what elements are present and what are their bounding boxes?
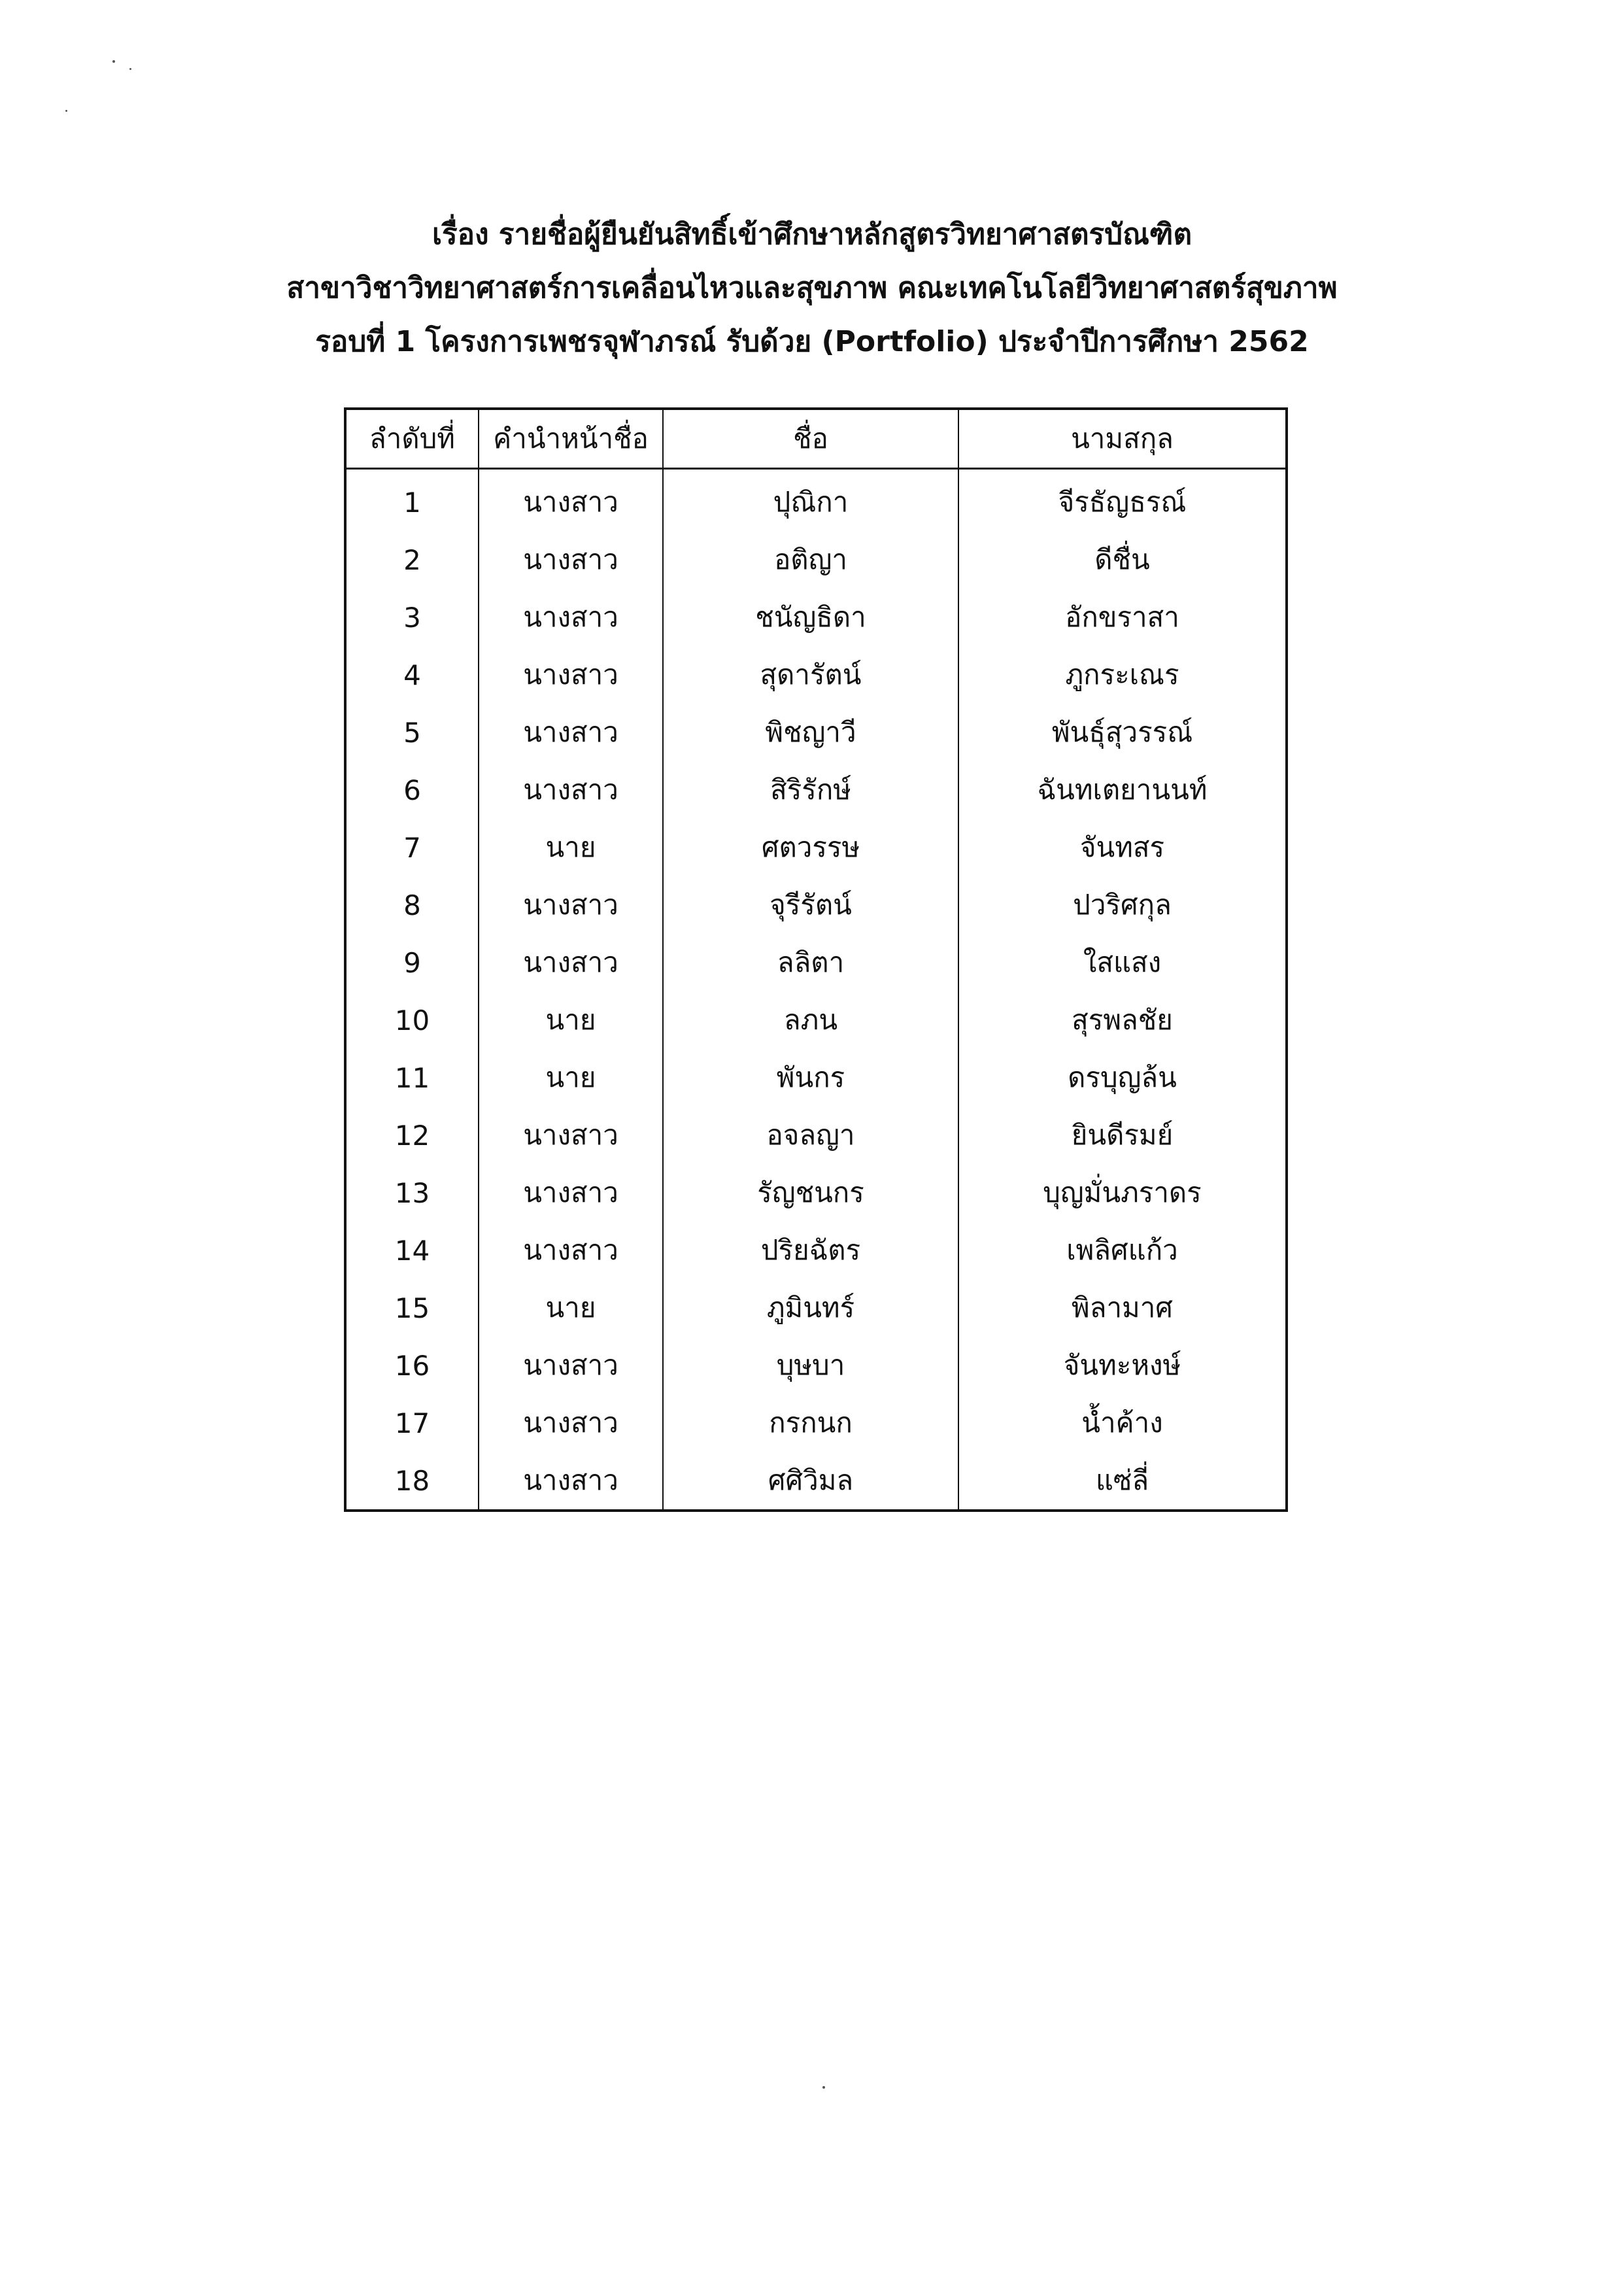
cell-last-name: อักขราสา (958, 589, 1287, 646)
scan-speck (65, 110, 67, 112)
header-last-name: นามสกุล (958, 409, 1287, 469)
table-row (345, 704, 1287, 761)
cell-prefix: นางสาว (479, 1337, 663, 1394)
cell-order: 2 (403, 543, 421, 576)
table-row (345, 1106, 1287, 1164)
cell-order: 12 (394, 1119, 430, 1152)
cell-prefix: นางสาว (479, 876, 663, 934)
cell-last-name: พันธุ์สุวรรณ์ (958, 704, 1287, 761)
header-prefix: คำนำหน้าชื่อ (479, 409, 663, 469)
cell-last-name: ฉันทเตยานนท์ (958, 761, 1287, 819)
cell-first-name: ศศิวิมล (663, 1452, 958, 1511)
cell-prefix: นางสาว (479, 934, 663, 991)
header-order: ลำดับที่ (345, 409, 479, 469)
cell-prefix: นางสาว (479, 1452, 663, 1511)
cell-first-name: จุรีรัตน์ (663, 876, 958, 934)
header-first-name: ชื่อ (663, 409, 958, 469)
table-row (345, 1279, 1287, 1337)
cell-prefix: นางสาว (479, 1222, 663, 1279)
cell-last-name: ภูกระเณร (958, 646, 1287, 704)
cell-order: 11 (394, 1061, 430, 1094)
table-row (345, 531, 1287, 589)
cell-first-name: ศตวรรษ (663, 819, 958, 876)
table-row (345, 1337, 1287, 1394)
table-row (345, 991, 1287, 1049)
table-header-row (345, 409, 1287, 469)
cell-last-name: ปวริศกุล (958, 876, 1287, 934)
confirmed-students-table (344, 407, 1288, 1512)
cell-first-name: บุษบา (663, 1337, 958, 1394)
cell-prefix: นางสาว (479, 531, 663, 589)
cell-last-name: น้ำค้าง (958, 1394, 1287, 1452)
cell-order: 10 (394, 1004, 430, 1036)
cell-prefix: นางสาว (479, 1164, 663, 1222)
cell-first-name: อจลญา (663, 1106, 958, 1164)
cell-last-name: เพลิศแก้ว (958, 1222, 1287, 1279)
table-row (345, 1222, 1287, 1279)
cell-last-name: บุญมั่นภราดร (958, 1164, 1287, 1222)
cell-order: 5 (403, 716, 421, 749)
table-row (345, 876, 1287, 934)
cell-order: 6 (403, 774, 421, 806)
heading-line-3: รอบที่ 1 โครงการเพชรจุฬาภรณ์ รับด้วย (Portfolio) ประจำปีการศึกษา 2562 (315, 325, 1309, 358)
cell-order: 15 (394, 1292, 430, 1324)
cell-last-name: จันทสร (958, 819, 1287, 876)
cell-order: 16 (394, 1349, 430, 1382)
cell-last-name: จีรธัญธรณ์ (958, 469, 1287, 532)
cell-order: 14 (394, 1234, 430, 1267)
table-row (345, 1049, 1287, 1106)
cell-first-name: รัญชนกร (663, 1164, 958, 1222)
cell-order: 17 (394, 1407, 430, 1439)
table-row (345, 469, 1287, 532)
cell-first-name: ปริยฉัตร (663, 1222, 958, 1279)
cell-first-name: ลภน (663, 991, 958, 1049)
cell-order: 9 (403, 946, 421, 979)
cell-prefix: นางสาว (479, 469, 663, 532)
heading-line-1: เรื่อง รายชื่อผู้ยืนยันสิทธิ์เข้าศึกษาหลักสูตรวิทยาศาสตรบัณฑิต (431, 218, 1193, 251)
table-row (345, 1394, 1287, 1452)
table-row (345, 589, 1287, 646)
cell-first-name: พันกร (663, 1049, 958, 1106)
cell-first-name: ปุณิกา (663, 469, 958, 532)
cell-last-name: จันทะหงษ์ (958, 1337, 1287, 1394)
cell-last-name: ดีชื่น (958, 531, 1287, 589)
scan-speck (822, 2086, 825, 2089)
table-row (345, 934, 1287, 991)
heading-line-2: สาขาวิชาวิทยาศาสตร์การเคลื่อนไหวและสุขภาพ คณะเทคโนโลยีวิทยาศาสตร์สุขภาพ (286, 271, 1338, 305)
cell-order: 8 (403, 889, 421, 921)
cell-last-name: ยินดีรมย์ (958, 1106, 1287, 1164)
cell-order: 3 (403, 601, 421, 634)
table-row (345, 646, 1287, 704)
cell-first-name: ชนัญธิดา (663, 589, 958, 646)
cell-prefix: นาย (479, 819, 663, 876)
cell-first-name: ลลิตา (663, 934, 958, 991)
cell-order: 13 (394, 1176, 430, 1209)
cell-first-name: ภูมินทร์ (663, 1279, 958, 1337)
cell-last-name: พิลามาศ (958, 1279, 1287, 1337)
cell-prefix: นางสาว (479, 646, 663, 704)
cell-first-name: สุดารัตน์ (663, 646, 958, 704)
cell-prefix: นางสาว (479, 761, 663, 819)
cell-first-name: สิริรักษ์ (663, 761, 958, 819)
cell-prefix: นางสาว (479, 704, 663, 761)
cell-order: 1 (403, 486, 421, 519)
cell-prefix: นาย (479, 991, 663, 1049)
cell-prefix: นางสาว (479, 589, 663, 646)
table-row (345, 819, 1287, 876)
table-row (345, 1164, 1287, 1222)
cell-order: 4 (403, 659, 421, 691)
scan-speck (129, 68, 131, 70)
cell-first-name: อติญา (663, 531, 958, 589)
cell-last-name: ใสแสง (958, 934, 1287, 991)
cell-prefix: นางสาว (479, 1394, 663, 1452)
table-row (345, 761, 1287, 819)
cell-first-name: กรกนก (663, 1394, 958, 1452)
document-heading (0, 208, 1624, 369)
cell-last-name: ดรบุญล้น (958, 1049, 1287, 1106)
cell-last-name: แซ่ลี่ (958, 1452, 1287, 1511)
cell-prefix: นาย (479, 1049, 663, 1106)
cell-last-name: สุรพลชัย (958, 991, 1287, 1049)
cell-first-name: พิชญาวี (663, 704, 958, 761)
table-row (345, 1452, 1287, 1511)
cell-order: 7 (403, 831, 421, 864)
cell-prefix: นาย (479, 1279, 663, 1337)
scan-speck (112, 60, 115, 63)
cell-prefix: นางสาว (479, 1106, 663, 1164)
cell-order: 18 (394, 1464, 430, 1497)
